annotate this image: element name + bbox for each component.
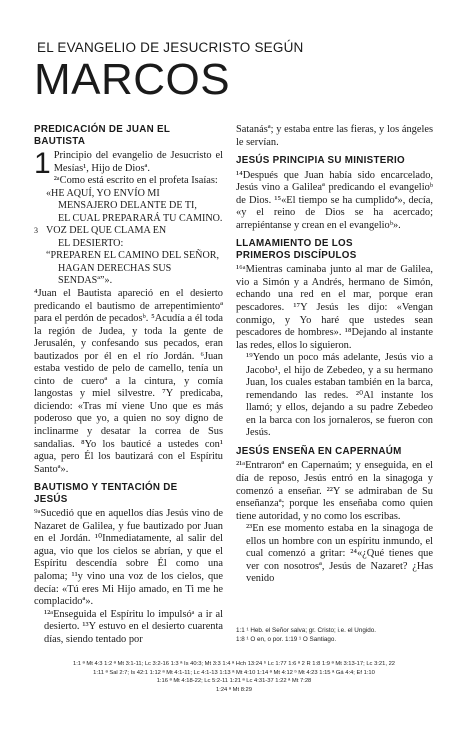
book-subtitle: EL EVANGELIO DE JESUCRISTO SEGÚN [37,40,304,55]
verses-14-15-paragraph: ¹⁴Después que Juan había sido encarcelado, Jesús vino a Galileaª predicando el evangelioᵇ de Dios. ¹⁵«El tiempo se ha cumplidoª», decía, «y el reino de Dios se ha acercado; arrepiéntanse y crean en el evangelioᵇ». [236,169,433,231]
verses-9-11-paragraph: ⁹ᵃSucedió que en aquellos días Jesús vino de Nazaret de Galilea, y fue bautizado por Juan en el Jordán. ¹⁰Inmediatamente, al salir del agua, vio que los cielos se abrían, y que el Espíritu descendía sobre Él como una paloma; ¹¹y vino una voz de los cielos, que decía: «Tú eres Mi Hijo amado, en Ti me he complacidoª». [34,508,223,608]
footnote-line: 1:8 ¹ O en, o por. 1:19 ¹ O Santiago. [236,635,337,643]
section-heading-llamamiento: LLAMAMIENTO DE LOS PRIMEROS DISCÍPULOS [236,238,357,261]
verses-19-20-paragraph: ¹⁹Yendo un poco más adelante, Jesús vio a Jacobo¹, el hijo de Zebedeo, y a su hermano Juan, los cuales estaban también en la barca, remendando las redes. ²⁰Al instante los llamó; y ellos, dejando a su padre Zebedeo en la barca con los jornaleros, se fueron con Jesús. [246,352,433,439]
footnotes [236,627,436,644]
footnote-line: 1:1 ¹ Heb. el Señor salva; gr. Cristo; i.e. el Ungido. [236,627,376,634]
left-column [34,124,223,646]
quote-line: HAGAN DERECHAS SUS SENDASª”». [58,262,172,287]
section-heading-predicacion: PREDICACIÓN DE JUAN EL BAUTISTA [34,124,171,147]
cross-ref-line: 1:11 ª Sal 2:7; Is 42:1 1:12 ª Mt 4:1-11; Lc 4:1-13 1:13 ª Mt 4:10 1:14 ª Mt 4:12 ᵇ Mt 4:23 1:15 ª Gá 4:4; Ef 1:10 [93,669,375,676]
book-title: MARCOS [34,55,231,104]
cross-references [34,660,434,694]
right-column [236,124,433,586]
cross-ref-line: 1:16 ª Mt 4:18-22; Lc 5:2-11 1:21 ª Lc 4:31-37 1:22 ª Mt 7:28 [156,678,312,684]
isaiah-quote [34,188,223,288]
quote-line: “PREPAREN EL CAMINO DEL SEÑOR, [46,250,220,262]
quote-line: «HE AQUÍ, YO ENVÍO MI [46,187,160,199]
section-heading-capernaum: JESÚS ENSEÑA EN CAPERNAÚM [236,445,402,457]
section-heading-bautismo: BAUTISMO Y TENTACIÓN DE JESÚS [34,482,178,505]
verses-12-13-paragraph: ¹²ᵃEnseguida el Espíritu lo impulsóᵃ a ir al desierto. ¹³Y estuvo en el desierto cuarenta días, siendo tentado por [44,608,223,645]
cross-ref-line: 1:24 ª Mt 8:29 [216,686,252,693]
verses-4-8-paragraph: ⁴Juan el Bautista apareció en el desierto predicando el bautismo de arrepentimientoª para el perdón de pecadosᵇ. ⁵Acudía a él toda la región de Judea, y toda la gente de Jerusalén, y confesando sus pecados, eran bautizados por él en el río Jordán. ⁶Juan estaba vestido de pelo de camello, tenía un cinto de cueroª a la cintura, y comía langostas y miel silvestre. ⁷Y predicaba, diciendo: «Tras mí viene Uno que es más poderoso que yo, a quien no soy digno de inclinarme y desatar la correa de Sus sandalias. ⁸Yo los bauticé a ustedes con¹ agua, pero Él los bautizará con el Espíritu Santoª». [34,288,223,475]
verses-23-24-paragraph: ²³En ese momento estaba en la sinagoga de ellos un hombre con un espíritu inmundo, el cual comenzó a gritar: ²⁴«¿Qué tienes que ver con nosotrosª, Jesús de Nazaret? ¿Has venido [246,523,433,585]
quote-line: EL CUAL PREPARARÁ TU CAMINO. [58,212,223,224]
quote-line: EL DESIERTO: [58,237,124,249]
quote-line: 3 VOZ DEL QUE CLAMA EN [34,225,167,237]
cross-ref-line: 1:1 ª Mt 4:3 1:2 ª Mt 3:1-11; Lc 3:2-16 1:3 ª Is 40:3; Mt 3:3 1:4 ª Hch 13:24 ᵇ Lc 1:77 1:6 ª 2 R 1:8 1:9 ª Mt 3:13-17; Lc 3:21, 22 [72,661,396,667]
chapter-number: 1 [34,147,51,180]
verses-21-22-paragraph: ²¹ᵃEntraronª en Capernaúm; y enseguida, en el día de reposo, Jesús entró en la sinagoga y comenzó a enseñar. ²²Y se admiraban de Su enseñanzaª; porque les enseñaba como quien tiene autoridad, y no como los escribas. [236,460,433,522]
verse-13-continuation: Satanásª; y estaba entre las fieras, y los ángeles le servían. [236,124,433,148]
verse-1-paragraph: 1 Principio del evangelio de Jesucristo el Mesías¹, Hijo de Diosª. [34,147,223,180]
verses-16-18-paragraph: ¹⁶ᵃMientras caminaba junto al mar de Galilea, vio a Simón y a Andrés, hermano de Simón, echando una red en el mar, porque eran pescadores. ¹⁷Y Jesús les dijo: «Vengan conmigo, y Yo haré que ustedes sean pescadores de hombres». ¹⁸Dejando al instante las redes, ellos lo siguieron. [236,264,433,351]
verse-2-paragraph: ²ᵃComo está escrito en el profeta Isaías: [53,175,218,187]
quote-line: MENSAJERO DELANTE DE TI, [58,200,197,212]
section-heading-ministerio: JESÚS PRINCIPIA SU MINISTERIO [236,155,405,167]
